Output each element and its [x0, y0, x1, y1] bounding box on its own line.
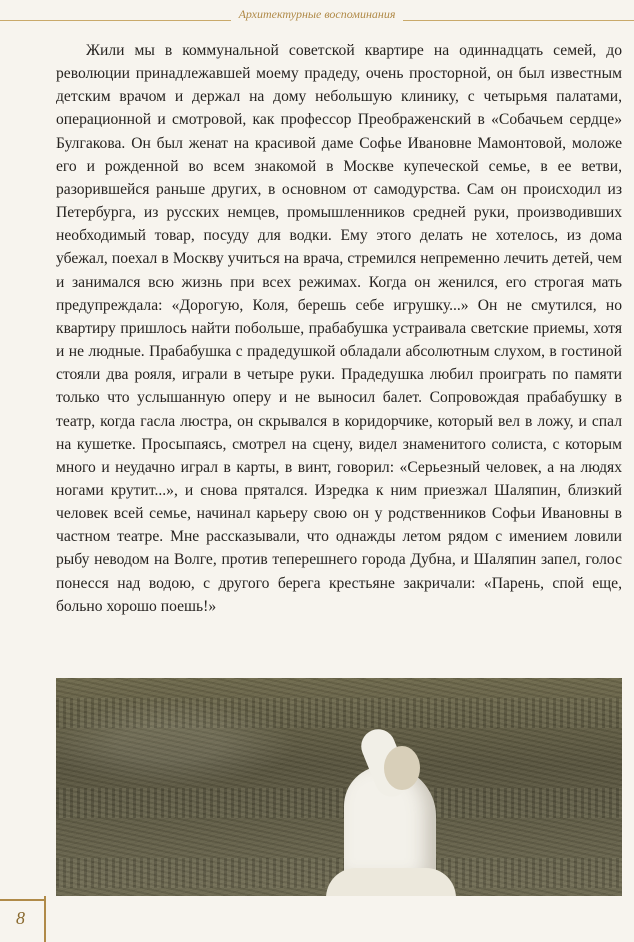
- figure-head: [384, 746, 420, 790]
- paragraph: Жили мы в коммунальной советской квартире на одиннадцать семей, до революции принадлежавшей моему прадеду, очень просторной, он был известным детским врачом и держал на дому небольшую клинику, с четырьмя палатами, операционной и смотровой, как профессор Преображенский в «Собачьем сердце» Булгакова. Он был женат на красивой даме Софье Ивановне Мамонтовой, моложе его и рожденной во всем знакомой в Москве купеческой семье, в ее ветви, разорившейся раньше других, в основном от самодурства. Сам он происходил из Петербурга, из русских немцев, промышленников средней руки, производивших необходимый товар, посуду для водки. Ему этого делать не хотелось, из дома убежал, поехал в Москву учиться на врача, стремился непременно лечить детей, чем и занимался всю жизнь при всех режимах. Когда он женился, его строгая мать предупреждала: «Дорогую, Коля, берешь себе игрушку...» Он не смутился, но квартиру пришлось найти побольше, прабабушка устраивала светские приемы, хотя и не людные. Прабабушка с прадедушкой обладали абсолютным слухом, в гостиной стояли два рояля, играли в четыре руки. Прадедушка любил проиграть по памяти только что услышанную оперу и не выносил балет. Сопровождая прабабушку в театр, когда гасла люстра, он скрывался в коридорчике, который вел в ложу, и спал на кушетке. Просыпаясь, смотрел на сцену, видел знаменитого солиста, с которым много и неудачно играл в карты, в винт, говорил: «Серьезный человек, а на людях ногами крутит...», и снова прятался. Изредка к ним приезжал Шаляпин, близкий человек всей семье, начинал карьеру свою он у родственников Софьи Ивановны в частном театре. Мне рассказывали, что однажды летом рядом с имением ловили рыбу неводом на Волге, против теперешнего города Дубна, и Шаляпин запел, голос понесся над водою, с другого берега крестьяне закричали: «Парень, спой еще, больно хорошо поешь!»: [56, 42, 622, 615]
- figure-legs: [326, 868, 456, 896]
- page-number: 8: [16, 908, 25, 928]
- page-corner-rule: [0, 899, 46, 901]
- running-header: [0, 7, 634, 22]
- person-figure: [326, 718, 456, 896]
- photograph: [56, 678, 622, 896]
- main-text: [56, 39, 622, 618]
- page-corner-rule: [44, 896, 46, 942]
- running-header-title: Архитектурные воспоминания: [231, 7, 404, 21]
